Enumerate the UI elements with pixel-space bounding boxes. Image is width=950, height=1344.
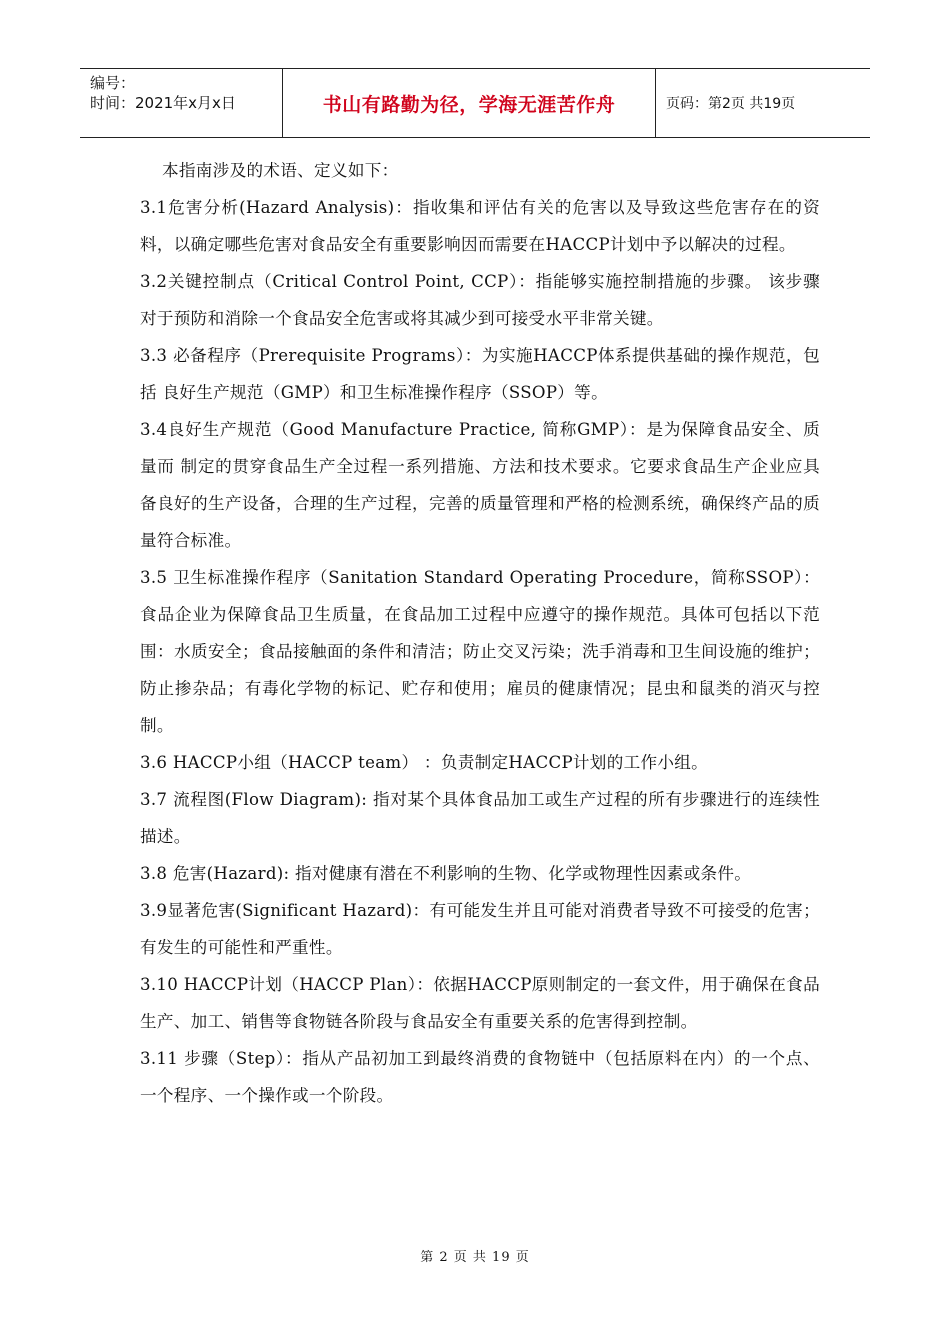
term-3-10: 3.10 HACCP计划（HACCP Plan）：依据HACCP原则制定的一套文件，用于确保在食品 生产、加工、销售等食物链各阶段与食品安全有重要关系的危害得到控制。	[140, 975, 820, 1031]
term-3-9: 3.9显著危害(Significant Hazard)：有可能发生并且可能对消费者导致不可接受的危害；有发生的可能性和严重性。	[140, 901, 820, 957]
intro-paragraph: 本指南涉及的术语、定义如下：	[162, 161, 399, 180]
term-3-2: 3.2关键控制点（Critical Control Point, CCP）：指能够实施控制措施的步骤。 该步骤对于预防和消除一个食品安全危害或将其减少到可接受水平非常关键。	[140, 272, 820, 328]
header-page-info: 页码：第2页 共19页	[666, 96, 796, 112]
document-body	[140, 152, 820, 1114]
term-3-6: 3.6 HACCP小组（HACCP team） ：负责制定HACCP计划的工作小组。	[140, 753, 709, 772]
header-motto: 书山有路勤为径，学海无涯苦作舟	[282, 69, 656, 137]
term-3-4: 3.4良好生产规范（Good Manufacture Practice, 简称GMP）：是为保障食品安全、质量而 制定的贯穿食品生产全过程一系列措施、方法和技术要求。它要求食品生产企业应具备良好的生产设备，合理的生产过程，完善的质量管理和严格的检测系统，确保终产品的质量符合标准。	[140, 420, 820, 550]
doc-number-label: 编号：	[90, 74, 136, 92]
doc-time-label: 时间：2021年x月x日	[90, 94, 236, 112]
page-footer: 第 2 页 共 19 页	[420, 1250, 530, 1265]
page-header	[80, 68, 870, 138]
term-3-8: 3.8 危害(Hazard): 指对健康有潜在不利影响的生物、化学或物理性因素或条件。	[140, 864, 752, 883]
term-3-1: 3.1危害分析(Hazard Analysis)：指收集和评估有关的危害以及导致这些危害存在的资 料，以确定哪些危害对食品安全有重要影响因而需要在HACCP计划中予以解决的过程。	[140, 198, 820, 254]
header-meta	[80, 69, 282, 137]
term-3-11: 3.11 步骤（Step）：指从产品初加工到最终消费的食物链中（包括原料在内）的一个点、 一个程序、一个操作或一个阶段。	[140, 1049, 820, 1105]
term-3-5: 3.5 卫生标准操作程序（Sanitation Standard Operating Procedure，简称SSOP）： 食品企业为保障食品卫生质量，在食品加工过程中应遵守的操作规范。具体可包括以下范围：水质安全；食品接触面的条件和清洁；防止交叉污染；洗手消毒和卫生间设施的维护；防止掺杂品；有毒化学物的标记、贮存和使用；雇员的健康情况；昆虫和鼠类的消灭与控制。	[140, 568, 820, 735]
term-3-3: 3.3 必备程序（Prerequisite Programs）：为实施HACCP体系提供基础的操作规范，包括 良好生产规范（GMP）和卫生标准操作程序（SSOP）等。	[140, 346, 820, 402]
term-3-7: 3.7 流程图(Flow Diagram): 指对某个具体食品加工或生产过程的所有步骤进行的连续性 描述。	[140, 790, 820, 846]
